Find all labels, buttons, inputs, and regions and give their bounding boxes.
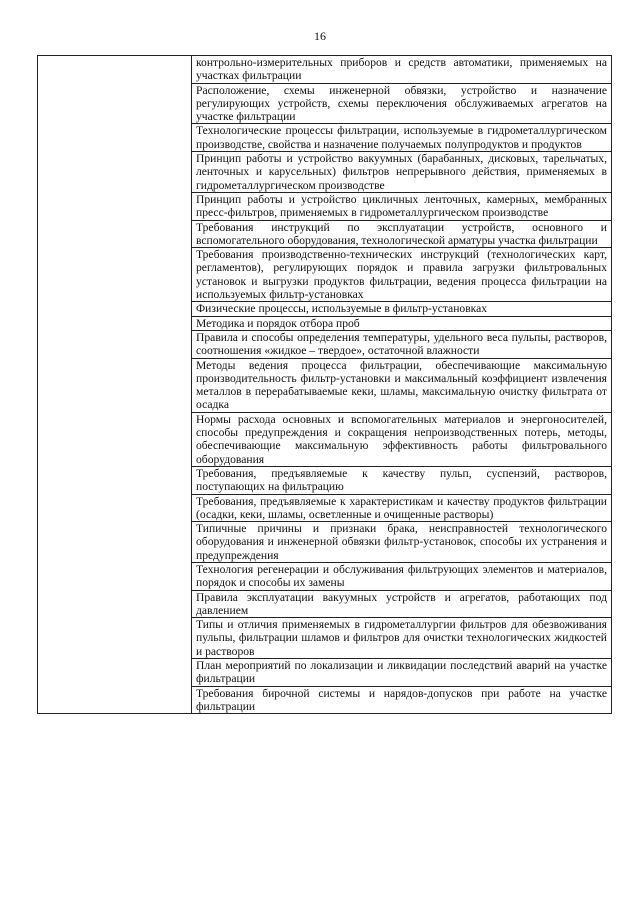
table-cell: контрольно-измерительных приборов и средств автоматики, применяемых на участках фильтрации [192, 56, 612, 84]
table-cell: Требования, предъявляемые к характеристикам и качеству продуктов фильтрации (осадки, кеки, шламы, осветленные и очищенные растворы) [192, 494, 612, 522]
table-cell: Требования инструкций по эксплуатации устройств, основного и вспомогательного оборудования, технологической арматуры участка фильтрации [192, 220, 612, 248]
knowledge-table [37, 55, 612, 714]
page-number: 16 [314, 29, 326, 43]
table-cell: Методы ведения процесса фильтрации, обеспечивающие максимальную производительность фильтр-установки и максимальный коэффициент извлечения металлов в перерабатываемые кеки, шламы, максимальную очистку фильтрата от осадка [192, 358, 612, 412]
table-cell: Правила эксплуатации вакуумных устройств и агрегатов, работающих под давлением [192, 590, 612, 618]
table-cell: Физические процессы, используемые в фильтр-установках [192, 302, 612, 316]
table-cell: Требования бирочной системы и нарядов-допусков при работе на участке фильтрации [192, 686, 612, 714]
table-cell: Требования производственно-технических инструкций (технологических карт, регламентов), регулирующих порядок и правила загрузки фильтровальных установок и выгрузки продуктов фильтрации, ведения процесса фильтрации на используемых фильтр-установках [192, 248, 612, 302]
table-cell: Принцип работы и устройство вакуумных (барабанных, дисковых, тарельчатых, ленточных и карусельных) фильтров непрерывного действия, применяемых в гидрометаллургическом производстве [192, 152, 612, 193]
table-cell: Расположение, схемы инженерной обвязки, устройство и назначение регулирующих устройств, схемы переключения обслуживаемых агрегатов на участке фильтрации [192, 83, 612, 124]
table-cell: Требования, предъявляемые к качеству пульп, суспензий, растворов, поступающих на фильтрацию [192, 466, 612, 494]
table-cell: Технологические процессы фильтрации, используемые в гидрометаллургическом производстве, свойства и назначение получаемых полупродуктов и продуктов [192, 124, 612, 152]
table-cell: Технология регенерации и обслуживания фильтрующих элементов и материалов, порядок и способы их замены [192, 562, 612, 590]
left-column-cell [38, 56, 192, 714]
table-cell: Нормы расхода основных и вспомогательных материалов и энергоносителей, способы предупреждения и сокращения непроизводственных потерь, методы, обеспечивающие максимальную эффективность работы фильтровального оборудования [192, 412, 612, 466]
table-cell: Типичные причины и признаки брака, неисправностей технологического оборудования и инженерной обвязки фильтр-установок, способы их устранения и предупреждения [192, 522, 612, 563]
table-cell: Типы и отличия применяемых в гидрометаллургии фильтров для обезвоживания пульпы, фильтрации шламов и фильтров для очистки технологических жидкостей и растворов [192, 618, 612, 659]
table-row [38, 56, 612, 84]
table-cell: Методика и порядок отбора проб [192, 316, 612, 330]
table-cell: Правила и способы определения температуры, удельного веса пульпы, растворов, соотношения «жидкое – твердое», остаточной влажности [192, 330, 612, 358]
table-cell: Принцип работы и устройство цикличных ленточных, камерных, мембранных пресс-фильтров, применяемых в гидрометаллургическом производстве [192, 192, 612, 220]
table-cell: План мероприятий по локализации и ликвидации последствий аварий на участке фильтрации [192, 659, 612, 687]
